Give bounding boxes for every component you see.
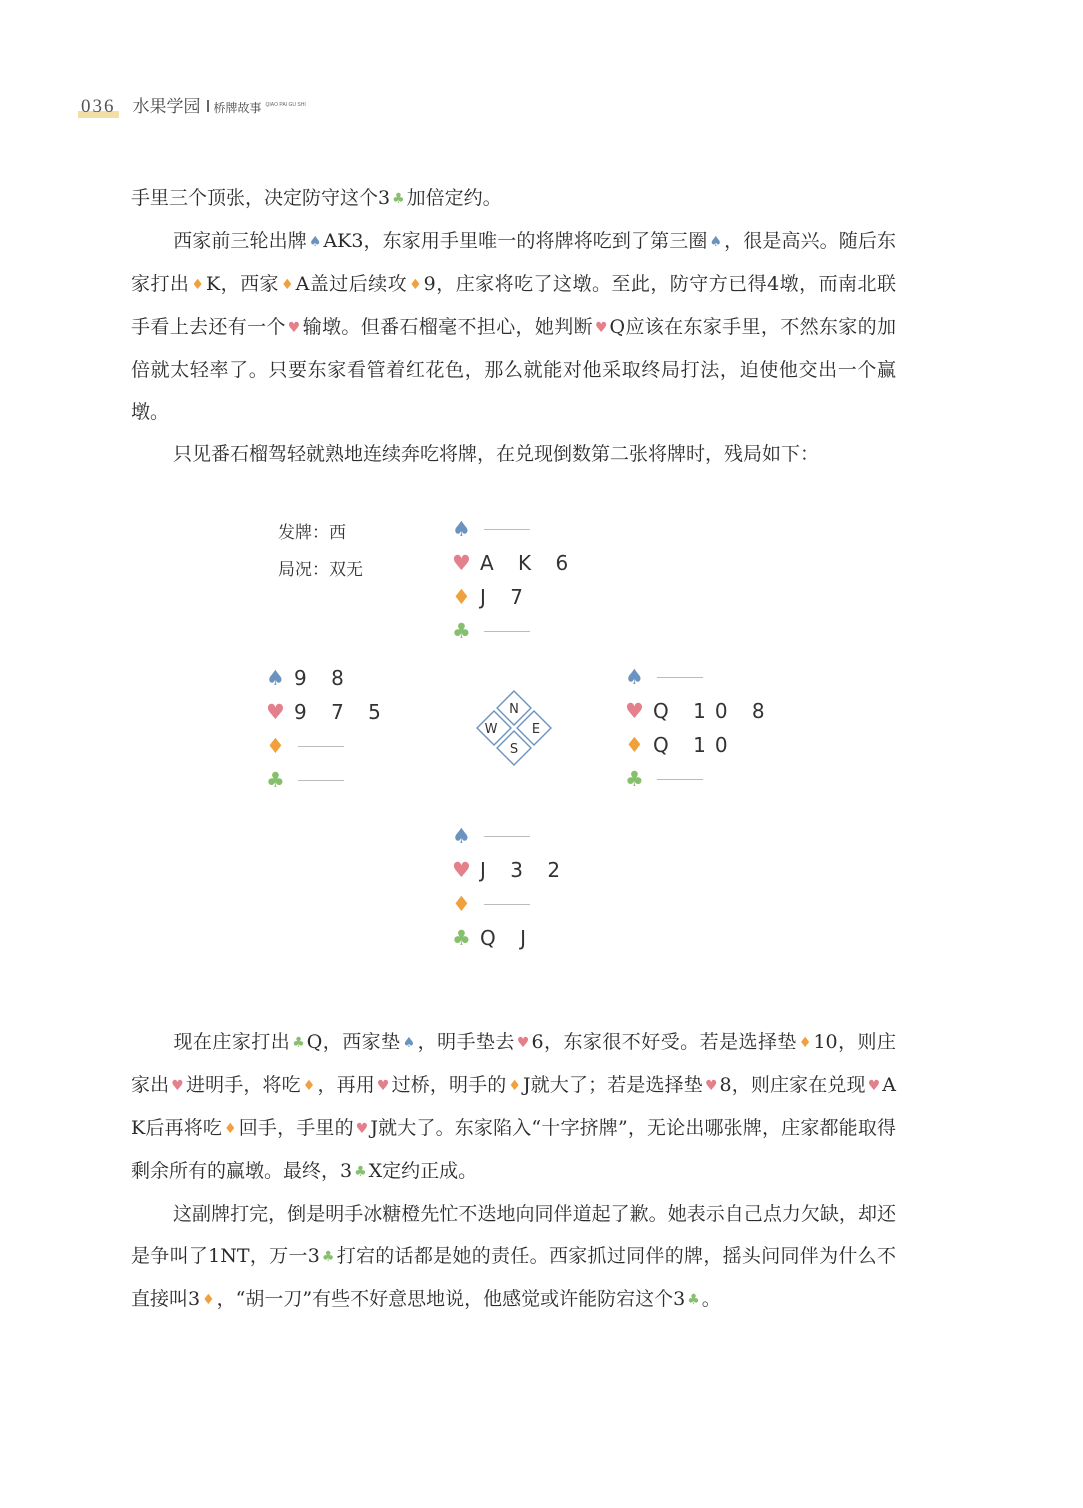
diamond-icon: ♦ — [224, 1121, 237, 1137]
east-hearts-cards: Q 10 8 — [653, 699, 774, 723]
diamond-icon: ♦ — [508, 1078, 521, 1094]
east-clubs-row — [625, 762, 774, 796]
heart-icon: ♥ — [516, 1035, 530, 1051]
void-dash — [484, 631, 530, 632]
text-run: 6，东家很不好受。若是选择垫 — [531, 1031, 797, 1053]
heart-icon: ♥ — [171, 1078, 184, 1094]
spade-icon: ♠ — [709, 234, 723, 250]
diamond-icon: ♦ — [452, 892, 471, 916]
heart-icon: ♥ — [452, 858, 471, 882]
club-icon: ♣ — [321, 1249, 335, 1265]
body-text-bottom — [131, 1021, 896, 1321]
heart-icon: ♥ — [867, 1078, 881, 1094]
text-run: ，很是高兴。随后东家打出 — [131, 230, 896, 295]
paragraph — [131, 1193, 896, 1321]
diamond-icon: ♦ — [191, 277, 204, 293]
east-hand — [625, 660, 774, 796]
north-hand — [452, 512, 577, 648]
north-diamonds-cards: J 7 — [480, 585, 532, 609]
north-spades-row — [452, 512, 577, 546]
text-run: 加倍定约。 — [406, 187, 502, 209]
west-clubs-row — [266, 763, 390, 797]
south-clubs-cards: Q J — [480, 926, 535, 950]
text-run: A盖过后续攻 — [295, 273, 408, 295]
paragraph — [131, 177, 896, 220]
north-diamonds-row — [452, 580, 577, 614]
text-run: Q应该在东家手里，不然东家的加倍就太轻率了。只要东家看管着红花色，那么就能对他采取终局打法，迫使他交出一个赢墩。 — [131, 316, 896, 423]
north-hearts-cards: A K 6 — [480, 551, 578, 575]
west-hand — [266, 661, 390, 797]
text-run: AK后再将吃 — [131, 1074, 896, 1139]
diamond-icon: ♦ — [798, 1035, 812, 1051]
club-icon: ♣ — [625, 767, 644, 791]
compass-south: S — [509, 742, 519, 757]
text-run: ，“胡一刀”有些不好意思地说，他感觉或许能防宕这个3 — [216, 1288, 686, 1310]
diamond-icon: ♦ — [202, 1292, 215, 1308]
body-text-top — [131, 177, 896, 475]
text-run: 回手，手里的 — [238, 1117, 354, 1139]
compass-west: W — [484, 722, 498, 737]
spade-icon: ♠ — [266, 666, 285, 690]
south-hand — [452, 819, 569, 955]
text-run: 8，则庄家在兑现 — [719, 1074, 866, 1096]
south-spades-row — [452, 819, 569, 853]
diamond-icon: ♦ — [625, 733, 644, 757]
compass-east: E — [531, 722, 541, 737]
east-diamonds-row — [625, 728, 774, 762]
club-icon: ♣ — [392, 191, 405, 207]
compass-diagram — [470, 687, 560, 777]
book-title: 水果学园 — [132, 97, 201, 117]
west-hearts-row — [266, 695, 390, 729]
void-dash — [657, 677, 703, 678]
spade-icon: ♠ — [402, 1035, 416, 1051]
south-diamonds-row — [452, 887, 569, 921]
heart-icon: ♥ — [287, 320, 301, 336]
paragraph — [131, 1021, 896, 1193]
heart-icon: ♥ — [704, 1078, 718, 1094]
east-diamonds-cards: Q 10 — [653, 733, 737, 757]
heart-icon: ♥ — [594, 320, 608, 336]
diamond-icon: ♦ — [302, 1078, 316, 1094]
text-run: 只见番石榴驾轻就熟地连续奔吃将牌，在兑现倒数第二张将牌时，残局如下： — [173, 443, 820, 465]
west-spades-row — [266, 661, 390, 695]
club-icon: ♣ — [452, 926, 471, 950]
west-spades-cards: 9 8 — [294, 666, 353, 690]
spade-icon: ♠ — [452, 517, 471, 541]
compass-north: N — [509, 702, 519, 717]
paragraph — [131, 220, 896, 433]
heart-icon: ♥ — [452, 551, 471, 575]
chapter-title: 桥牌故事 — [213, 101, 262, 115]
club-icon: ♣ — [292, 1035, 305, 1051]
void-dash — [484, 836, 530, 837]
void-dash — [657, 779, 703, 780]
south-hearts-row — [452, 853, 569, 887]
text-run: 9，庄家将吃了这墩。至此，防守方已得4墩，而南北联手看上去还有一个 — [131, 273, 896, 338]
page-number: 036 — [78, 96, 119, 118]
spade-icon: ♠ — [308, 234, 322, 250]
header-divider — [207, 100, 209, 112]
heart-icon: ♥ — [266, 700, 285, 724]
text-run: K，西家 — [205, 273, 280, 295]
diamond-icon: ♦ — [266, 734, 285, 758]
east-spades-row — [625, 660, 774, 694]
text-run: ，再用 — [317, 1074, 375, 1096]
header-logo: QIAO PAI GU SHI — [265, 102, 306, 108]
text-run: 输墩。但番石榴毫不担心，她判断 — [302, 316, 593, 338]
diamond-icon: ♦ — [281, 277, 294, 293]
heart-icon: ♥ — [355, 1121, 369, 1137]
club-icon: ♣ — [452, 619, 471, 643]
spade-icon: ♠ — [452, 824, 471, 848]
text-run: 现在庄家打出 — [173, 1031, 291, 1053]
text-run: 手里三个顶张，决定防守这个3 — [131, 187, 391, 209]
text-run: 。 — [701, 1288, 721, 1310]
void-dash — [484, 529, 530, 530]
void-dash — [484, 904, 530, 905]
text-run: 过桥，明手的 — [391, 1074, 507, 1096]
text-run: 打宕的话都是她的责任。西家抓过同伴的牌，摇头问同伴为什么不直接叫3 — [131, 1245, 896, 1310]
void-dash — [298, 780, 344, 781]
dealer-label: 发牌：西 — [278, 523, 346, 543]
text-run: Q，西家垫 — [306, 1031, 401, 1053]
north-hearts-row — [452, 546, 577, 580]
club-icon: ♣ — [354, 1164, 367, 1180]
south-hearts-cards: J 3 2 — [480, 858, 570, 882]
running-header — [78, 92, 306, 118]
spade-icon: ♠ — [625, 665, 644, 689]
text-run: ，明手垫去 — [417, 1031, 515, 1053]
east-hearts-row — [625, 694, 774, 728]
club-icon: ♣ — [687, 1292, 700, 1308]
south-clubs-row — [452, 921, 569, 955]
diamond-icon: ♦ — [452, 585, 471, 609]
text-run: J就大了；若是选择垫 — [522, 1074, 703, 1096]
club-icon: ♣ — [266, 768, 285, 792]
west-hearts-cards: 9 7 5 — [294, 700, 390, 724]
diamond-icon: ♦ — [409, 277, 422, 293]
paragraph — [131, 433, 896, 475]
text-run: 10，则庄家出 — [131, 1031, 896, 1096]
heart-icon: ♥ — [625, 699, 644, 723]
heart-icon: ♥ — [376, 1078, 390, 1094]
north-clubs-row — [452, 614, 577, 648]
text-run: J就大了。东家陷入“十字挤牌”，无论出哪张牌，庄家都能取得剩余所有的赢墩。最终，3 — [131, 1117, 896, 1182]
text-run: 这副牌打完，倒是明手冰糖橙先忙不迭地向同伴道起了歉。她表示自己点力欠缺，却还是争叫了1NT，万一3 — [131, 1203, 896, 1267]
text-run: 西家前三轮出牌 — [173, 230, 307, 252]
vulnerability-label: 局况：双无 — [278, 560, 363, 580]
text-run: 进明手，将吃 — [185, 1074, 301, 1096]
text-run: X定约正成。 — [368, 1160, 478, 1182]
void-dash — [298, 746, 344, 747]
text-run: AK3，东家用手里唯一的将牌将吃到了第三圈 — [323, 230, 708, 252]
west-diamonds-row — [266, 729, 390, 763]
